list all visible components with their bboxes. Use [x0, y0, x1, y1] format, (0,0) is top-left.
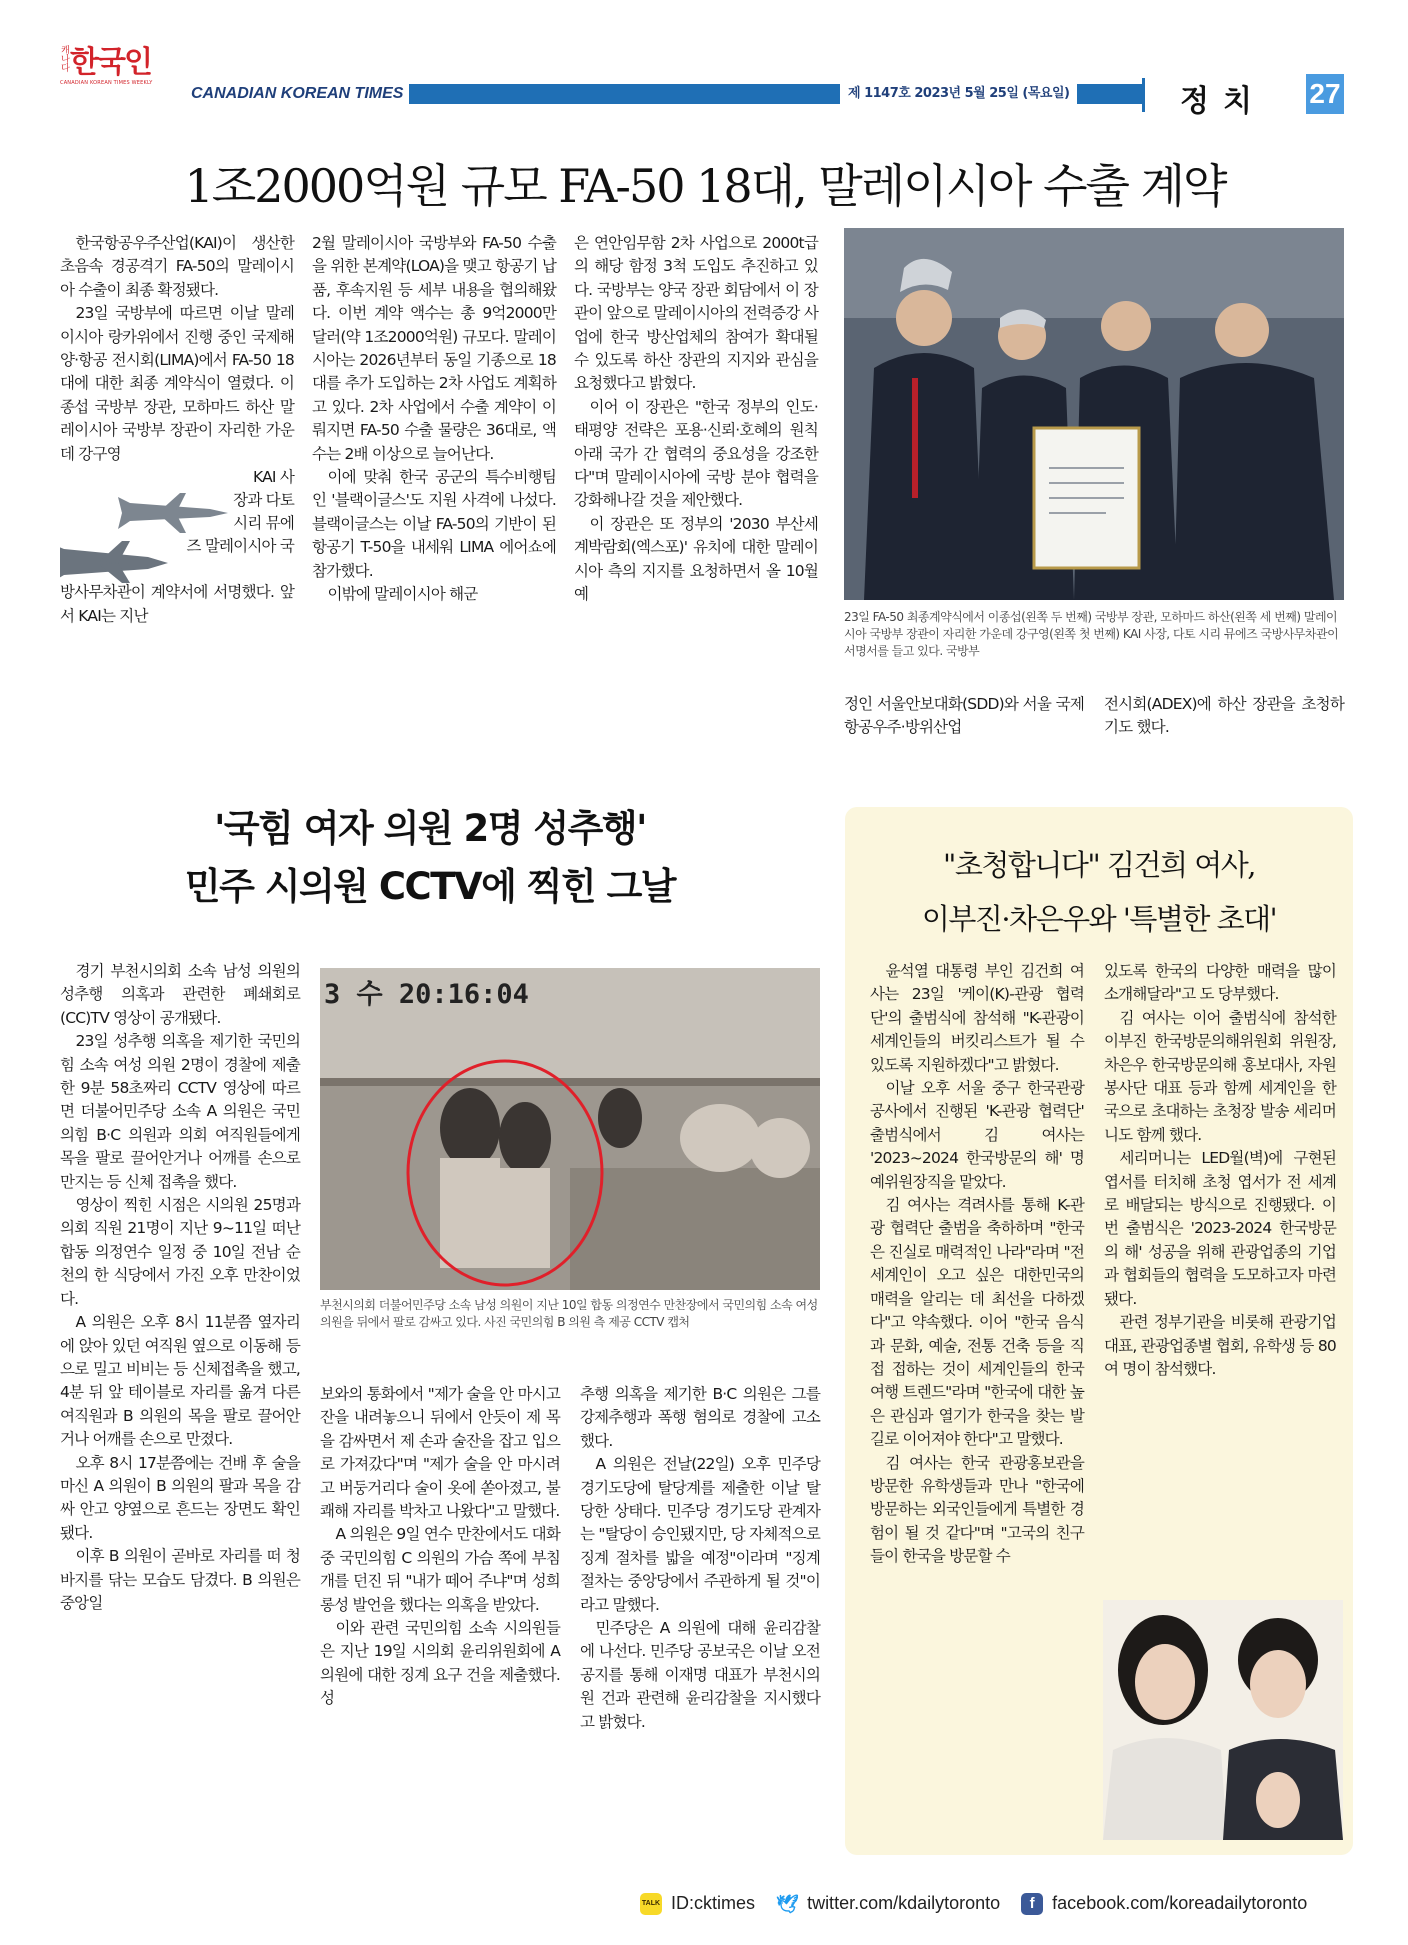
article1-column-1 [60, 232, 294, 628]
paragraph: 장과 다토 [233, 491, 294, 510]
sidebar-column-2 [1104, 960, 1336, 1381]
article1-column-3 [574, 232, 818, 607]
paragraph: 관련 정부기관을 비롯해 관광기업 대표, 관광업종별 협회, 유학생 등 80여 명이 참석했다. [1104, 1313, 1336, 1378]
paragraph: 2월 말레이시아 국방부와 FA-50 수출을 위한 본계약(LOA)을 맺고 항공기 납품, 후속지원 등 세부 내용을 협의해왔다. 이번 계약 액수는 총 9억2000만 달러(약 1조2000억원) 규모다. 말레이시아는 2026년부터 동일 기종으로 18대를 추가 도입하는 2차 사업도 계획하고 있다. 2차 사업에서 수출 계약이 이뤄지면 FA-50 수출 물량은 36대로, 액수는 2배 이상으로 늘어난다. [312, 234, 556, 463]
sidebar-column-1 [870, 960, 1084, 1569]
paragraph: 이후 B 의원이 곧바로 자리를 떠 청바지를 닦는 모습도 담겼다. B 의원은 중앙일 [60, 1547, 300, 1612]
cctv-capture-photo [320, 968, 820, 1290]
paragraph: 윤석열 대통령 부인 김건희 여사는 23일 '케이(K)-관광 협력단'의 출범식에 참석해 "K-관광이 세계인들의 버킷리스트가 될 수 있도록 지원하겠다"고 밝혔다. [870, 962, 1084, 1074]
paragraph: 이어 이 장관은 "한국 정부의 인도·태평양 전략은 포용·신뢰·호혜의 원칙 아래 국가 간 협력의 중요성을 강조한다"며 말레이시아에 국방 분야 협력을 강화해나갈 것을 제안했다. [574, 397, 818, 510]
article2-column-2 [320, 1383, 560, 1711]
logo-subtitle: CANADIAN KOREAN TIMES WEEKLY [60, 80, 153, 86]
photo-illustration [844, 228, 1344, 600]
paragraph: 보와의 통화에서 "제가 술을 안 마시고 잔을 내려놓으니 뒤에서 안듯이 제 목을 감싸면서 제 손과 술잔을 잡고 입으로 가져갔다"며 "제가 술을 안 마시려고 버둥거리다 술이 옷에 쏟아졌고, 불쾌해 자리를 박차고 나왔다"고 말했다. [320, 1385, 560, 1521]
paragraph: A 의원은 9일 연수 만찬에서도 대화 중 국민의힘 C 의원의 가슴 쪽에 부침개를 던진 뒤 "내가 떼어 주냐"며 성희롱성 발언을 했다는 의혹을 받았다. [320, 1525, 560, 1614]
kakaotalk-label: TALK [641, 1900, 661, 1908]
paragraph: 방사무차관이 계약서에 서명했다. 앞서 KAI는 지난 [60, 583, 294, 625]
headline-line-1: "초청합니다" 김건희 여사, [943, 848, 1255, 882]
article1-photo-caption: 23일 FA-50 최종계약식에서 이종섭(왼쪽 두 번째) 국방부 장관, 모하마드 하산(왼쪽 세 번째) 말레이시아 국방부 장관이 자리한 가운데 강구영(왼쪽 첫 번째) KAI 사장, 다토 시리 뮤에즈 국방사무차관이 서명서를 들고 있다. 국방부 [844, 610, 1339, 658]
article2-photo-caption: 부천시의회 더불어민주당 소속 남성 의원이 지난 10일 합동 의정연수 만찬장에서 국민의힘 소속 여성 의원을 뒤에서 팔로 감싸고 있다. 사진 국민의힘 B 의원 측 제공 CCTV 캡처 [320, 1298, 818, 1329]
paragraph: 추행 의혹을 제기한 B·C 의원은 그를 강제추행과 폭행 혐의로 경찰에 고소했다. [580, 1385, 820, 1450]
paragraph: 23일 성추행 의혹을 제기한 국민의힘 소속 여성 의원 2명이 경찰에 제출한 9분 58초짜리 CCTV 영상에 따르면 더불어민주당 소속 A 의원은 국민의힘 B·C 의원과 의회 여직원들에게 목을 팔로 끌어안거나 어깨를 손으로 만지는 등 신체 접촉을 했다. [60, 1032, 300, 1191]
paragraph: 있도록 한국의 다양한 매력을 많이 소개해달라"고 도 당부했다. [1104, 962, 1336, 1004]
article1-column-5: 전시회(ADEX)에 하산 장관을 초청하기도 했다. [1104, 695, 1344, 737]
headline-line-2: 민주 시의원 CCTV에 찍힌 그날 [184, 865, 676, 908]
masthead-logo [58, 46, 183, 90]
logo-text: 한국인 [70, 45, 151, 80]
facebook-icon: f [1021, 1893, 1043, 1915]
paragraph: 은 연안임무함 2차 사업으로 2000t급의 해당 함정 3척 도입도 추진하고 있다. 국방부는 양국 장관 회담에서 이 장관이 앞으로 말레이시아의 전력증강 사업에 한국 방산업체의 참여가 확대될 수 있도록 하산 장관의 지지와 관심을 요청했다고 밝혔다. [574, 234, 818, 393]
header-divider [1142, 78, 1145, 112]
issue-date: 제 1147호 2023년 5월 25일 (목요일) [840, 84, 1077, 104]
guests-photo [1103, 1600, 1343, 1840]
paragraph: A 의원은 오후 8시 11분쯤 옆자리에 앉아 있던 여직원 옆으로 이동해 등으로 밀고 비비는 등 신체접촉을 했고, 4분 뒤 앞 테이블로 자리를 옮겨 다른 여직원과 B 의원의 목을 팔로 끌어안거나 어깨를 손으로 만졌다. [60, 1313, 300, 1449]
footer-social [640, 1893, 1307, 1921]
headline-line-2: 이부진·차은우와 '특별한 초대' [921, 902, 1277, 936]
paragraph: 이에 맞춰 한국 공군의 특수비행팀인 '블랙이글스'도 지원 사격에 나섰다. 블랙이글스는 이날 FA-50의 기반이 된 항공기 T-50을 내세워 LIMA 에어쇼에 참가했다. [312, 468, 556, 580]
logo-tag: 캐나다 [59, 45, 69, 72]
paragraph: 경기 부천시의회 소속 남성 의원의 성추행 의혹과 관련한 폐쇄회로(CC)TV 영상이 공개됐다. [60, 962, 300, 1027]
paragraph: 영상이 찍힌 시점은 시의원 25명과 의회 직원 21명이 지난 9~11일 떠난 합동 의정연수 일정 중 10일 전남 순천의 한 식당에서 가진 오후 만찬이었다. [60, 1196, 300, 1308]
paragraph: 오후 8시 17분쯤에는 건배 후 술을 마신 A 의원이 B 의원의 팔과 목을 감싸 안고 양옆으로 흔드는 장면도 확인됐다. [60, 1453, 300, 1542]
paragraph: 김 여사는 이어 출범식에 참석한 이부진 한국방문의해위원회 위원장, 차은우 한국방문의해 홍보대사, 자원봉사단 대표 등과 함께 세계인을 한국으로 초대하는 초청장 발송 세리머니도 함께 했다. [1104, 1008, 1336, 1144]
article1-column-4: 정인 서울안보대화(SDD)와 서울 국제항공우주·방위산업 [844, 695, 1084, 737]
article1-headline: 1조2000억원 규모 FA-50 18대, 말레이시아 수출 계약 [184, 159, 1226, 213]
page-number: 27 [1306, 74, 1344, 114]
paragraph: 세리머니는 LED월(벽)에 구현된 엽서를 터치해 초청 엽서가 전 세계로 배달되는 방식으로 진행됐다. 이번 출범식은 '2023-2024 한국방문의 해' 성공을 위해 관광업종의 기업과 협회들의 협력을 도모하고자 마련됐다. [1104, 1149, 1336, 1308]
cctv-timestamp: 3 수 20:16:04 [324, 979, 529, 1010]
photo-illustration [1103, 1600, 1343, 1840]
signing-ceremony-photo [844, 228, 1344, 600]
paragraph: 이 장관은 또 정부의 '2030 부산세계박람회(엑스포)' 유치에 대한 말레이시아 측의 지지를 요청하면서 올 10월 예 [574, 514, 818, 604]
paragraph: 민주당은 A 의원에 대해 윤리감찰에 나선다. 민주당 공보국은 이날 오전 공지를 통해 이재명 대표가 부천시의원 건과 관련해 윤리감찰을 지시했다고 밝혔다. [580, 1619, 820, 1731]
paragraph: 이와 관련 국민의힘 소속 시의원들은 지난 19일 시의회 윤리위원회에 A 의원에 대한 징계 요구 건을 제출했다. 성 [320, 1619, 560, 1708]
kakao-id[interactable]: ID:cktimes [671, 1893, 756, 1913]
article1-column-2 [312, 232, 556, 607]
article2-column-3 [580, 1383, 820, 1734]
article2-headline [60, 800, 800, 916]
headline-line-1: '국힘 여자 의원 2명 성추행' [214, 807, 646, 850]
paragraph: 김 여사는 격려사를 통해 K-관광 협력단 출범을 축하하며 "한국은 진실로 매력적인 나라"라며 "전 세계인이 오고 싶은 대한민국의 매력을 알리는 데 최선을 다하겠다"고 약속했다. 이어 "한국 음식과 문화, 예술, 전통 건축 등을 직접 접하는 것이 세계인들의 한국 여행 트렌드"라며 "한국에 대한 높은 관심과 열기가 한국을 찾는 발길로 이어져야 한다"고 말했다. [870, 1196, 1084, 1449]
twitter-link[interactable]: twitter.com/kdailytoronto [807, 1893, 1001, 1913]
paragraph: 23일 국방부에 따르면 이날 말레이시아 랑카위에서 진행 중인 국제해양·항공 전시회(LIMA)에서 FA-50 18대에 대한 최종 계약식이 열렸다. 이종섭 국방부 장관, 모하마드 하산 말레이시아 국방부 장관이 자리한 가운데 강구영 [60, 304, 294, 463]
photo-illustration [320, 968, 820, 1290]
paragraph: 이날 오후 서울 중구 한국관광공사에서 진행된 'K-관광 협력단' 출범식에서 김 여사는 '2023~2024 한국방문의 해' 명예위원장직을 맡았다. [870, 1079, 1084, 1191]
article2-column-1 [60, 960, 300, 1615]
twitter-icon: 🕊 [776, 1894, 799, 1915]
paragraph: A 의원은 전날(22일) 오후 민주당 경기도당에 탈당계를 제출한 이날 탈당한 상태다. 민주당 경기도당 관계자는 "탈당이 승인됐지만, 당 자체적으로 징계 절차를 밟을 예정"이라며 "징계 절차는 중앙당에서 주관하게 될 것"이라고 말했다. [580, 1455, 820, 1614]
paragraph: 시리 뮤에 [233, 514, 294, 533]
sidebar-headline [845, 838, 1353, 946]
paragraph: 김 여사는 한국 관광홍보관을 방문한 유학생들과 만나 "한국에 방문하는 외국인들에게 특별한 경험이 될 것 같다"며 "고국의 친구들이 한국을 방문할 수 [870, 1453, 1084, 1566]
paragraph: 이밖에 말레이시아 해군 [327, 585, 478, 604]
paper-name: CANADIAN KOREAN TIMES [185, 84, 409, 104]
section-title: 정치 [1180, 84, 1266, 119]
paragraph: 한국항공우주산업(KAI)이 생산한 초음속 경공격기 FA-50의 말레이시아 수출이 최종 확정됐다. [60, 234, 294, 299]
facebook-link[interactable]: facebook.com/koreadailytoronto [1052, 1893, 1308, 1913]
paragraph: KAI 사 [253, 468, 294, 487]
jet-illustration [60, 489, 294, 583]
paragraph: 즈 말레이시아 국 [186, 537, 294, 556]
kakaotalk-icon [640, 1893, 662, 1915]
